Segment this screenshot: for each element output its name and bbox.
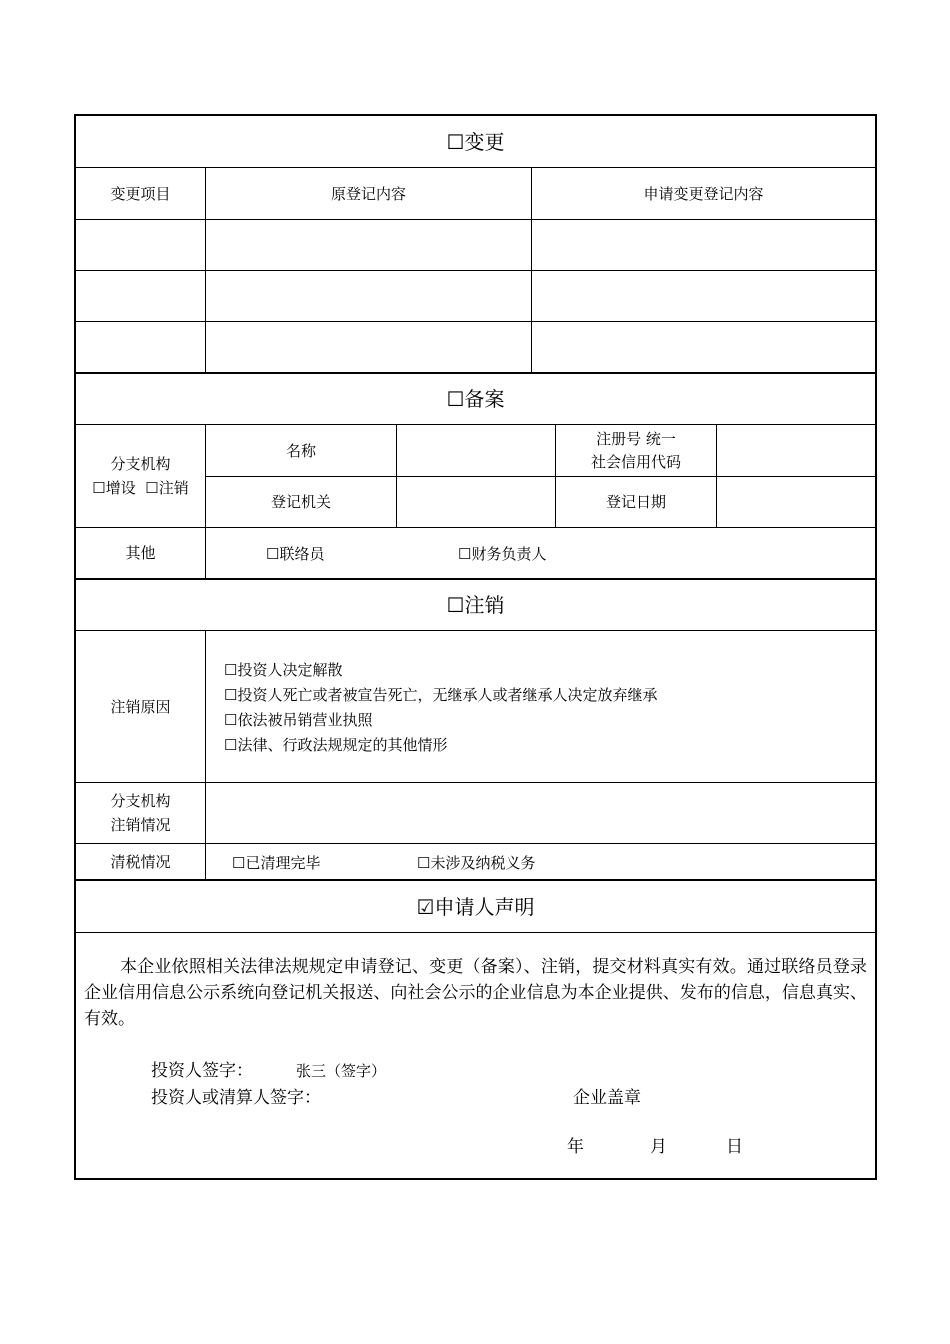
reason-checkbox-dissolve[interactable]: ☐投资人决定解散 [224,661,343,679]
branch-cancel-label-line2: 注销情况 [110,816,171,834]
authority-field[interactable] [397,477,555,527]
branch-cancel-field[interactable] [206,783,875,843]
reason-checkbox-other[interactable]: ☐法律、行政法规规定的其他情形 [224,736,448,754]
row-divider [76,932,875,933]
tax-none-checkbox[interactable]: ☐未涉及纳税义务 [417,854,536,872]
branch-add-cancel-options[interactable]: ☐增设 ☐注销 [92,479,189,497]
tax-label: 清税情况 [110,852,171,871]
other-label: 其他 [125,544,156,562]
change-row-2-item[interactable] [76,271,205,321]
record-section-title[interactable]: ☐备案 [446,387,505,411]
declaration-section-title[interactable]: ☑申请人声明 [416,894,535,919]
change-section-title[interactable]: ☐变更 [446,129,505,154]
reg-no-field[interactable] [717,425,875,476]
reg-date-field[interactable] [717,477,875,527]
authority-label: 登记机关 [270,493,331,511]
change-row-3-original[interactable] [206,322,531,372]
change-row-1-original[interactable] [206,220,531,270]
change-row-1-new[interactable] [532,220,875,270]
reg-no-label [556,425,716,476]
reg-no-label-line2: 社会信用代码 [590,452,681,471]
date-year-label: 年 [567,1137,584,1157]
declaration-text: 本企业依照相关法律法规规定申请登记、变更（备案）、注销，提交材料真实有效。通过联络员登录企业信用信息公示系统向登记机关报送、向社会公示的企业信息为本企业提供、发布的信息，信息真实、有效。 [84,957,867,1029]
header-original-content: 原登记内容 [330,184,406,203]
change-row-1-item[interactable] [76,220,205,270]
cancel-reason-label: 注销原因 [110,697,171,716]
branch-label [76,425,205,527]
finance-checkbox[interactable]: ☐财务负责人 [458,545,547,563]
branch-cancel-label [76,783,205,843]
branch-label-line1: 分支机构 [110,455,171,473]
branch-cancel-label-line1: 分支机构 [110,792,171,810]
change-row-3-new[interactable] [532,322,875,372]
header-change-item: 变更项目 [110,184,171,203]
company-seal-label: 企业盖章 [573,1088,641,1108]
reason-checkbox-revoked[interactable]: ☐依法被吊销营业执照 [224,711,373,729]
branch-name-field[interactable] [397,425,555,476]
change-row-3-item[interactable] [76,322,205,372]
investor-signature[interactable]: 张三（签字） [296,1062,387,1080]
registration-form [74,114,877,1180]
header-new-content: 申请变更登记内容 [643,184,764,203]
reg-date-label: 登记日期 [605,493,666,511]
liaison-checkbox[interactable]: ☐联络员 [266,545,325,563]
investor-sign-label: 投资人签字： [151,1061,253,1081]
reason-checkbox-death[interactable]: ☐投资人死亡或者被宣告死亡，无继承人或者继承人决定放弃继承 [224,686,658,704]
date-month-label: 月 [650,1137,667,1157]
change-row-2-original[interactable] [206,271,531,321]
branch-name-label: 名称 [285,441,316,460]
tax-cleared-checkbox[interactable]: ☐已清理完毕 [232,854,321,872]
cancel-section-title[interactable]: ☐注销 [446,593,505,617]
date-day-label: 日 [726,1137,743,1157]
change-row-2-new[interactable] [532,271,875,321]
liquidator-sign-label: 投资人或清算人签字： [151,1088,321,1108]
reg-no-label-line1: 注册号 统一 [596,429,676,448]
